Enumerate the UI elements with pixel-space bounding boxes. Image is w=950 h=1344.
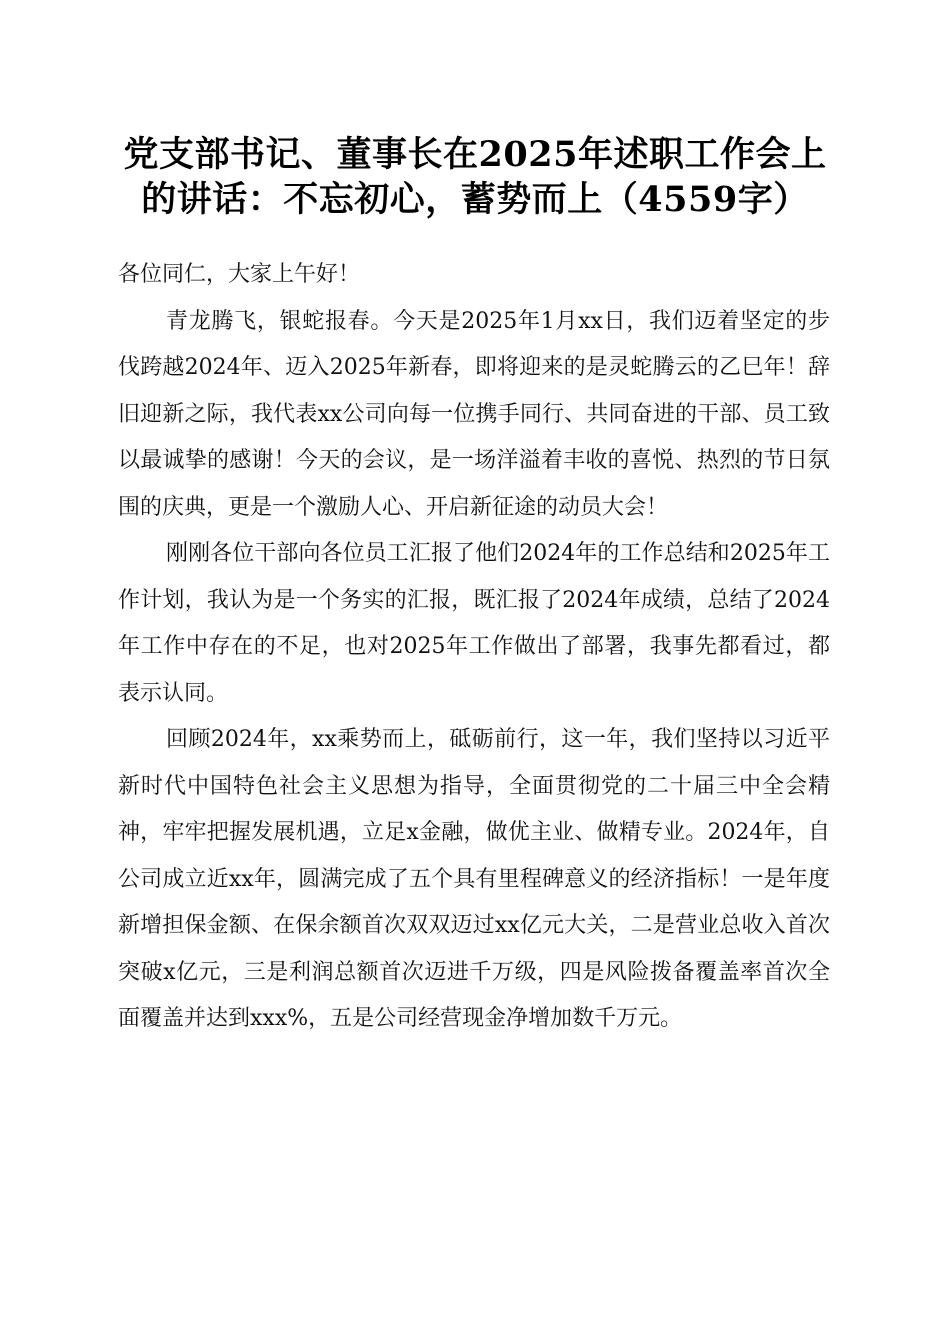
salutation: 各位同仁，大家上午好！ [118, 262, 361, 287]
paragraph-review-2024: 回顾2024年，xx乘势而上，砥砺前行，这一年，我们坚持以习近平新时代中国特色社会主义思想为指导，全面贯彻党的二十届三中全会精神，牢牢把握发展机遇，立足x金融，做优主业、做精专业。2024年，自公司成立近xx年，圆满完成了五个具有里程碑意义的经济指标！一是年度新增担保金额、在保余额首次双双迈过xx亿元大关，二是营业总收入首次突破x亿元，三是利润总额首次迈进千万级，四是风险拨备覆盖率首次全面覆盖并达到xxx%，五是公司经营现金净增加数千万元。 [118, 727, 830, 1031]
document-title: 党支部书记、董事长在2025年述职工作会上的讲话：不忘初心，蓄势而上（4559字） [123, 134, 827, 220]
paragraph-opening: 青龙腾飞，银蛇报春。今天是2025年1月xx日，我们迈着坚定的步伐跨越2024年、迈入2025年新春，即将迎来的是灵蛇腾云的乙巳年！辞旧迎新之际，我代表xx公司向每一位携手同行、共同奋进的干部、员工致以最诚挚的感谢！今天的会议，是一场洋溢着丰收的喜悦、热烈的节日氛围的庆典，更是一个激励人心、开启新征途的动员大会！ [118, 308, 830, 520]
document-body [118, 252, 830, 1043]
paragraph-reports: 刚刚各位干部向各位员工汇报了他们2024年的工作总结和2025年工作计划，我认为是一个务实的汇报，既汇报了2024年成绩，总结了2024年工作中存在的不足，也对2025年工作做出了部署，我事先都看过，都表示认同。 [118, 541, 830, 706]
